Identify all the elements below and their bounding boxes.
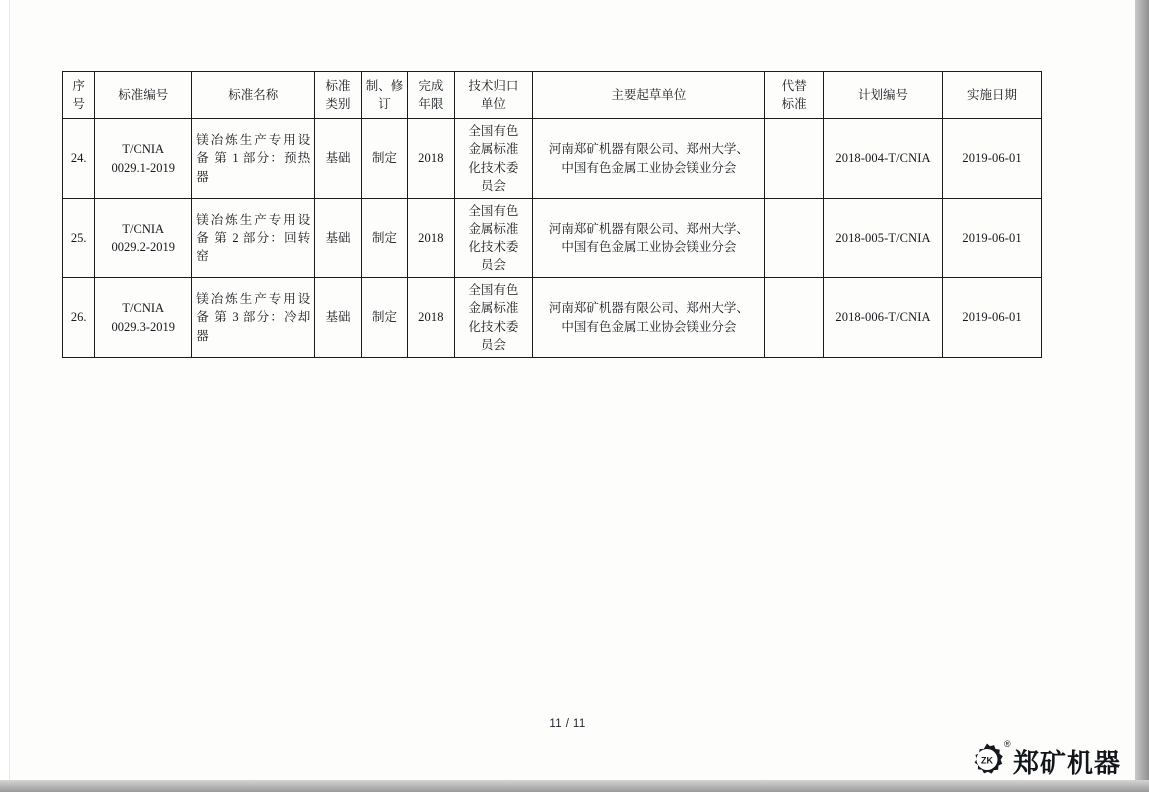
logo-company-name: 郑矿机器: [1013, 747, 1122, 778]
cell-name: 镁冶炼生产专用设 备 第 3 部分：冷却 器: [192, 278, 315, 358]
cell-seq: 26.: [63, 278, 95, 358]
header-cell-revision: [361, 72, 407, 119]
header-cell-date: [943, 72, 1042, 119]
table-row: [63, 198, 1042, 278]
header-cell-org: [454, 72, 533, 119]
cell-drafter: 河南郑矿机器有限公司、郑州大学、 中国有色金属工业协会镁业分会: [533, 278, 765, 358]
svg-text:ZK: ZK: [981, 755, 993, 766]
header-text: 代替: [781, 79, 807, 93]
cell-replaced: [765, 119, 824, 199]
header-text: 类别: [325, 97, 351, 112]
table-row: [63, 278, 1042, 358]
header-text: 技术归口: [468, 79, 519, 93]
scan-right-edge: [1135, 0, 1149, 792]
company-logo: [968, 739, 1122, 780]
cell-drafter: 河南郑矿机器有限公司、郑州大学、 中国有色金属工业协会镁业分会: [533, 198, 765, 278]
page-number-footer: 11 / 11: [549, 718, 586, 730]
cell-plan: 2018-006-T/CNIA: [823, 278, 942, 358]
cell-date: 2019-06-01: [943, 198, 1042, 278]
cell-date: 2019-06-01: [943, 278, 1042, 358]
header-text: 计划编号: [857, 88, 908, 103]
cell-revision: 制定: [361, 198, 407, 278]
cell-year: 2018: [408, 198, 454, 278]
header-text: 完成: [418, 79, 444, 93]
header-cell-drafter: [533, 72, 765, 119]
cell-code: T/CNIA 0029.2-2019: [95, 198, 192, 278]
cell-revision: 制定: [361, 119, 407, 199]
header-text: 制、修: [365, 79, 404, 93]
table-row: [63, 119, 1042, 199]
cell-replaced: [765, 198, 824, 278]
header-cell-name: [192, 72, 315, 119]
standards-table: [62, 71, 1042, 358]
cell-name: 镁冶炼生产专用设 备 第 1 部分：预热 器: [192, 119, 315, 199]
header-text: 实施日期: [967, 88, 1018, 103]
header-text: 订: [378, 97, 391, 112]
cell-code: T/CNIA 0029.1-2019: [95, 119, 192, 199]
header-text: 年限: [418, 97, 444, 112]
header-cell-replaced: [765, 72, 824, 119]
cell-drafter: 河南郑矿机器有限公司、郑州大学、 中国有色金属工业协会镁业分会: [533, 119, 765, 199]
table-header-row: [63, 72, 1042, 119]
header-cell-plan: [823, 72, 942, 119]
header-text: 标准编号: [118, 88, 169, 103]
cell-name: 镁冶炼生产专用设 备 第 2 部分：回转 窑: [192, 198, 315, 278]
header-cell-code: [95, 72, 192, 119]
cell-org: 全国有色 金属标准 化技术委 员会: [454, 278, 533, 358]
header-cell-seq: [63, 72, 95, 119]
header-text: 序: [72, 79, 85, 93]
cell-plan: 2018-004-T/CNIA: [823, 119, 942, 199]
cell-plan: 2018-005-T/CNIA: [823, 198, 942, 278]
header-text: 主要起草单位: [611, 88, 687, 103]
header-cell-year: [408, 72, 454, 119]
registered-trademark-icon: ®: [1004, 739, 1011, 749]
cell-date: 2019-06-01: [943, 119, 1042, 199]
cell-year: 2018: [408, 119, 454, 199]
header-text: 单位: [480, 97, 506, 112]
cell-year: 2018: [408, 278, 454, 358]
cell-seq: 24.: [63, 119, 95, 199]
header-text: 标准: [325, 79, 351, 93]
cell-seq: 25.: [63, 198, 95, 278]
cell-category: 基础: [315, 278, 361, 358]
header-text: 号: [72, 97, 85, 112]
scan-bottom-edge: [0, 780, 1149, 792]
gear-icon: [968, 739, 1011, 780]
page-left-margin: [0, 0, 10, 780]
cell-code: T/CNIA 0029.3-2019: [95, 278, 192, 358]
cell-org: 全国有色 金属标准 化技术委 员会: [454, 119, 533, 199]
cell-category: 基础: [315, 119, 361, 199]
cell-revision: 制定: [361, 278, 407, 358]
header-cell-category: [315, 72, 361, 119]
cell-org: 全国有色 金属标准 化技术委 员会: [454, 198, 533, 278]
header-text: 标准: [781, 97, 807, 112]
header-text: 标准名称: [228, 88, 279, 103]
cell-replaced: [765, 278, 824, 358]
cell-category: 基础: [315, 198, 361, 278]
